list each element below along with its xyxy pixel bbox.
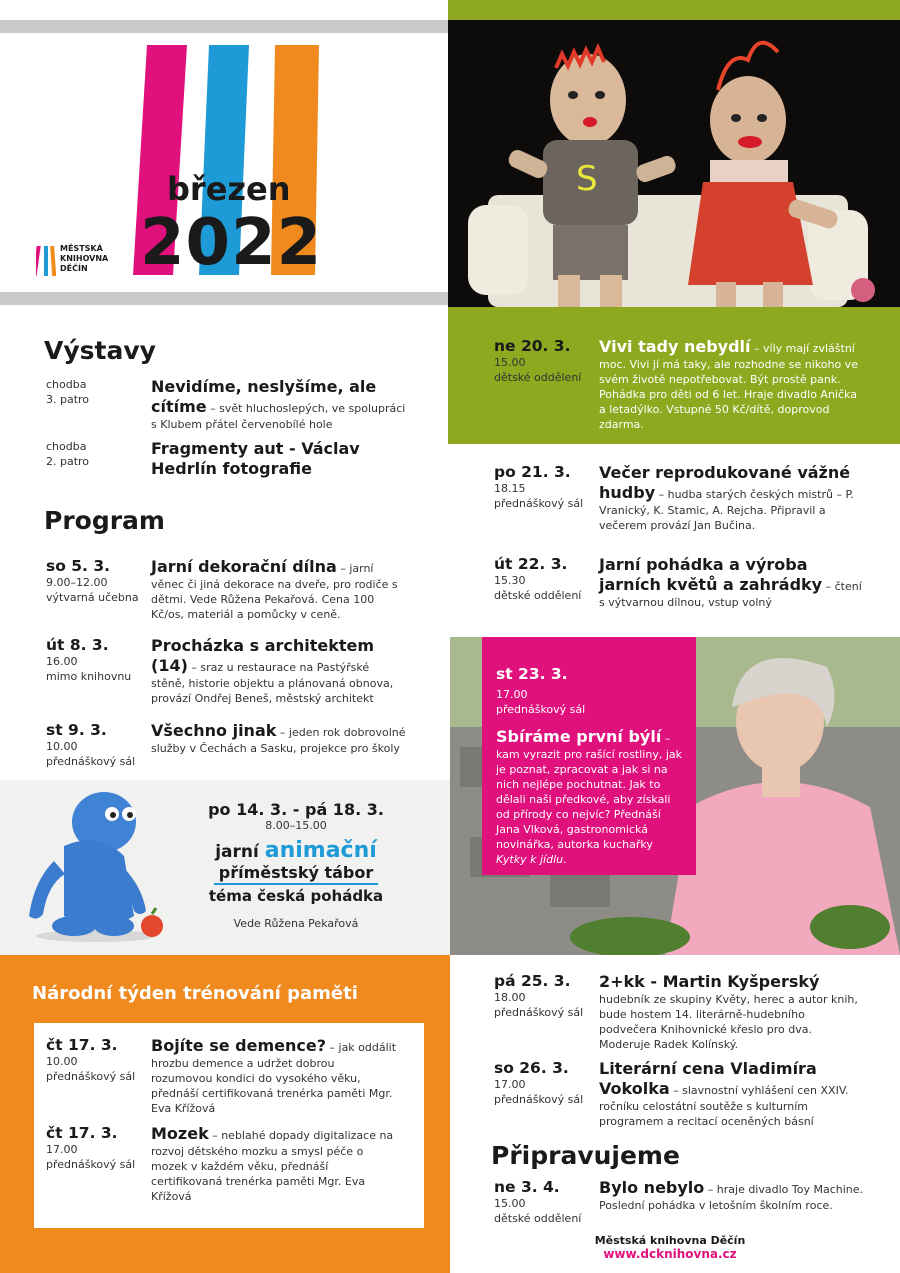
event-title: Jarní dekorační dílna	[151, 557, 337, 576]
exhibition-title: Nevidíme, neslyšíme, ale cítíme	[151, 377, 377, 416]
event-place: výtvarná učebna	[46, 591, 139, 604]
exhibition-desc: – svět hluchoslepých, ve spolupráci s Klubem přátel červenobílé hole	[151, 402, 406, 431]
event-title: Vivi tady nebydlí	[599, 337, 751, 356]
camp-line2: příměstský tábor	[218, 863, 374, 882]
event-time: 15.00	[494, 1197, 526, 1210]
program-item[interactable]	[46, 721, 406, 769]
program-heading: Program	[44, 506, 165, 535]
event-place: přednáškový sál	[46, 1070, 136, 1083]
event-date: čt 17. 3.	[46, 1036, 118, 1054]
event-date: so 5. 3.	[46, 557, 111, 575]
event-time: 18.00	[494, 991, 526, 1004]
memory-event[interactable]	[46, 1036, 398, 1116]
event-vivi[interactable]	[494, 337, 864, 432]
event-time: 17.00	[46, 1143, 78, 1156]
event-time: 17.00	[496, 688, 528, 701]
bottom-grey-bar	[0, 292, 448, 305]
exhibition-item[interactable]	[46, 439, 406, 479]
logo-line-2: KNIHOVNA	[60, 254, 109, 263]
event-desc: hudebník ze skupiny Květy, herec a autor knih, bude hostem 14. literárně-hudebního podvečera Knihovnické křeslo pro dva. Moderuje Radek Kolínský.	[599, 993, 858, 1051]
exhibition-item[interactable]	[46, 377, 406, 432]
event-body	[496, 727, 682, 867]
event-title: Procházka s architektem (14)	[151, 636, 375, 675]
event-place: přednáškový sál	[494, 1093, 584, 1106]
event-desc: – jeden rok dobrovolné služby v Čechách a Sasku, projekce pro školy	[151, 726, 406, 755]
exhibition-floor: 3. patro	[46, 393, 90, 406]
exhibition-floor: 2. patro	[46, 455, 90, 468]
event-end: .	[563, 853, 567, 866]
event-time: 9.00–12.00	[46, 576, 108, 589]
exhibition-place: chodba	[46, 378, 87, 391]
event-desc: – hraje divadlo Toy Machine. Poslední pohádka v letošním školním roce.	[599, 1183, 864, 1212]
event-place: dětské oddělení	[494, 371, 582, 384]
event-time: 15.30	[494, 574, 526, 587]
event-place: dětské oddělení	[494, 589, 582, 602]
event-title: 2+kk - Martin Kyšperský	[599, 972, 820, 991]
camp-line3: téma česká pohádka	[208, 887, 384, 905]
program-item[interactable]	[46, 557, 406, 622]
event-title: Bylo nebylo	[599, 1178, 705, 1197]
camp-time: 8.00–15.00	[265, 819, 327, 832]
camp-block[interactable]	[0, 780, 450, 955]
logo-line-1: MĚSTSKÁ	[60, 244, 103, 253]
event-time: 18.15	[494, 482, 526, 495]
event-hudba[interactable]	[494, 463, 864, 533]
event-desc: – jak oddálit hrozbu demence a udržet dobrou rozumovou kondici do vysokého věku, přednáší certifikovaná trenérka paměti Mgr. Eva Křížová	[151, 1041, 397, 1115]
clay-figure-image	[14, 786, 174, 946]
event-time: 10.00	[46, 740, 78, 753]
svg-text:S: S	[576, 159, 598, 199]
event-desc: – sraz u restaurace na Pastýřské stěně, historie objektu a plánovaná obnova, provází Ondřej Beneš, městský architekt	[151, 661, 394, 705]
event-pohadka[interactable]	[494, 555, 864, 610]
event-title: Sbíráme první býlí	[496, 727, 662, 746]
camp-dates: po 14. 3. - pá 18. 3.	[208, 800, 384, 819]
event-date: čt 17. 3.	[46, 1124, 118, 1142]
event-desc: – kam vyrazit pro rašící rostliny, jak je poznat, zpracovat a jak si na nich nejlépe pochutnat. Jak to dělali naši předkové, aby získali od přírody co nejvíc? Přednáší Jana Vlková, gastronomická novinářka, autorka kuchařky	[496, 732, 683, 851]
event-place: přednáškový sál	[46, 755, 136, 768]
exhibition-title: Fragmenty aut - Václav Hedrlín fotografie	[151, 439, 360, 478]
library-logo-icon	[36, 244, 56, 278]
event-date: st 9. 3.	[46, 721, 107, 739]
event-date: ne 20. 3.	[494, 337, 571, 355]
camp-lead: Vede Růžena Pekařová	[233, 917, 359, 930]
footer-url[interactable]: www.dcknihovna.cz	[603, 1247, 737, 1261]
event-date: po 21. 3.	[494, 463, 571, 481]
event-place: přednáškový sál	[46, 1158, 136, 1171]
event-date: út 8. 3.	[46, 636, 109, 654]
event-date: so 26. 3.	[494, 1059, 569, 1077]
event-date: ne 3. 4.	[494, 1178, 560, 1196]
puppets-photo	[448, 20, 900, 307]
memory-event[interactable]	[46, 1124, 398, 1204]
month-label: březen	[167, 170, 291, 208]
event-place: přednáškový sál	[494, 497, 584, 510]
green-top-strip	[448, 0, 900, 20]
library-logo	[36, 244, 108, 278]
exhibitions-heading: Výstavy	[44, 336, 156, 365]
event-desc: – hudba starých českých mistrů – P. Vranický, K. Stamic, A. Rejcha. Připravil a večerem provází Jan Bučina.	[599, 488, 854, 532]
event-bylo-nebylo[interactable]	[494, 1178, 864, 1226]
event-date: út 22. 3.	[494, 555, 568, 573]
event-desc: – čtení s výtvarnou dílnou, vstup volný	[599, 580, 862, 609]
program-item[interactable]	[46, 636, 406, 706]
camp-underline	[214, 883, 378, 885]
event-desc: – slavnostní vyhlášení cen XXIV. ročníku celostátní soutěže s kulturním programem a recitací oceněných básní	[599, 1084, 849, 1128]
event-title: Literární cena Vladimíra Vokolka	[599, 1059, 817, 1098]
memory-week-heading: Národní týden trénování paměti	[32, 983, 358, 1004]
event-desc: – víly mají zvláštní moc. Vivi jí má taky, ale rozhodne se nikoho ve svém životě nepotřebovat. Být prostě pank. Pohádka pro děti od 6 let. Hraje divadlo Anička a letadýlko. Vstupné 50 Kč/dítě, doprovod zdarma.	[599, 342, 858, 431]
year-label: 2022	[140, 206, 323, 280]
logo-line-3: DĚČÍN	[60, 264, 88, 273]
event-title: Jarní pohádka a výroba jarních květů a zahrádky	[599, 555, 823, 594]
exhibition-place: chodba	[46, 440, 87, 453]
event-time: 16.00	[46, 655, 78, 668]
upcoming-heading: Připravujeme	[491, 1141, 680, 1170]
footer	[560, 1234, 780, 1261]
event-title: Bojíte se demence?	[151, 1036, 327, 1055]
event-place: přednáškový sál	[494, 1006, 584, 1019]
event-desc: – neblahé dopady digitalizace na rozvoj dětského mozku a smysl péče o mozek v každém věku, přednáší certifikovaná trenérka paměti Mgr. Eva Křížová	[151, 1129, 394, 1203]
camp-line1b: animační	[264, 838, 377, 863]
event-time: 10.00	[46, 1055, 78, 1068]
event-place: dětské oddělení	[494, 1212, 582, 1225]
event-book: Kytky k jídlu	[496, 853, 564, 866]
event-place: přednáškový sál	[496, 703, 586, 716]
pink-event-box[interactable]	[482, 637, 696, 875]
event-title: Mozek	[151, 1124, 209, 1143]
event-place: mimo knihovnu	[46, 670, 132, 683]
event-kysperky[interactable]	[494, 972, 864, 1052]
event-date: st 23. 3.	[496, 665, 568, 683]
event-title: Všechno jinak	[151, 721, 277, 740]
event-time: 17.00	[494, 1078, 526, 1091]
event-time: 15.00	[494, 356, 526, 369]
event-title: Večer reprodukované vážné hudby	[599, 463, 851, 502]
event-vokolek[interactable]	[494, 1059, 864, 1129]
top-grey-bar	[0, 20, 448, 33]
event-date: pá 25. 3.	[494, 972, 571, 990]
event-desc: – jarní věnec či jiná dekorace na dveře, pro rodiče s dětmi. Vede Růžena Pekařová. Cena 100 Kč/os, materiál a pomůcky v ceně.	[151, 562, 398, 621]
camp-line1a: jarní	[215, 842, 265, 862]
footer-name: Městská knihovna Děčín	[594, 1234, 746, 1247]
